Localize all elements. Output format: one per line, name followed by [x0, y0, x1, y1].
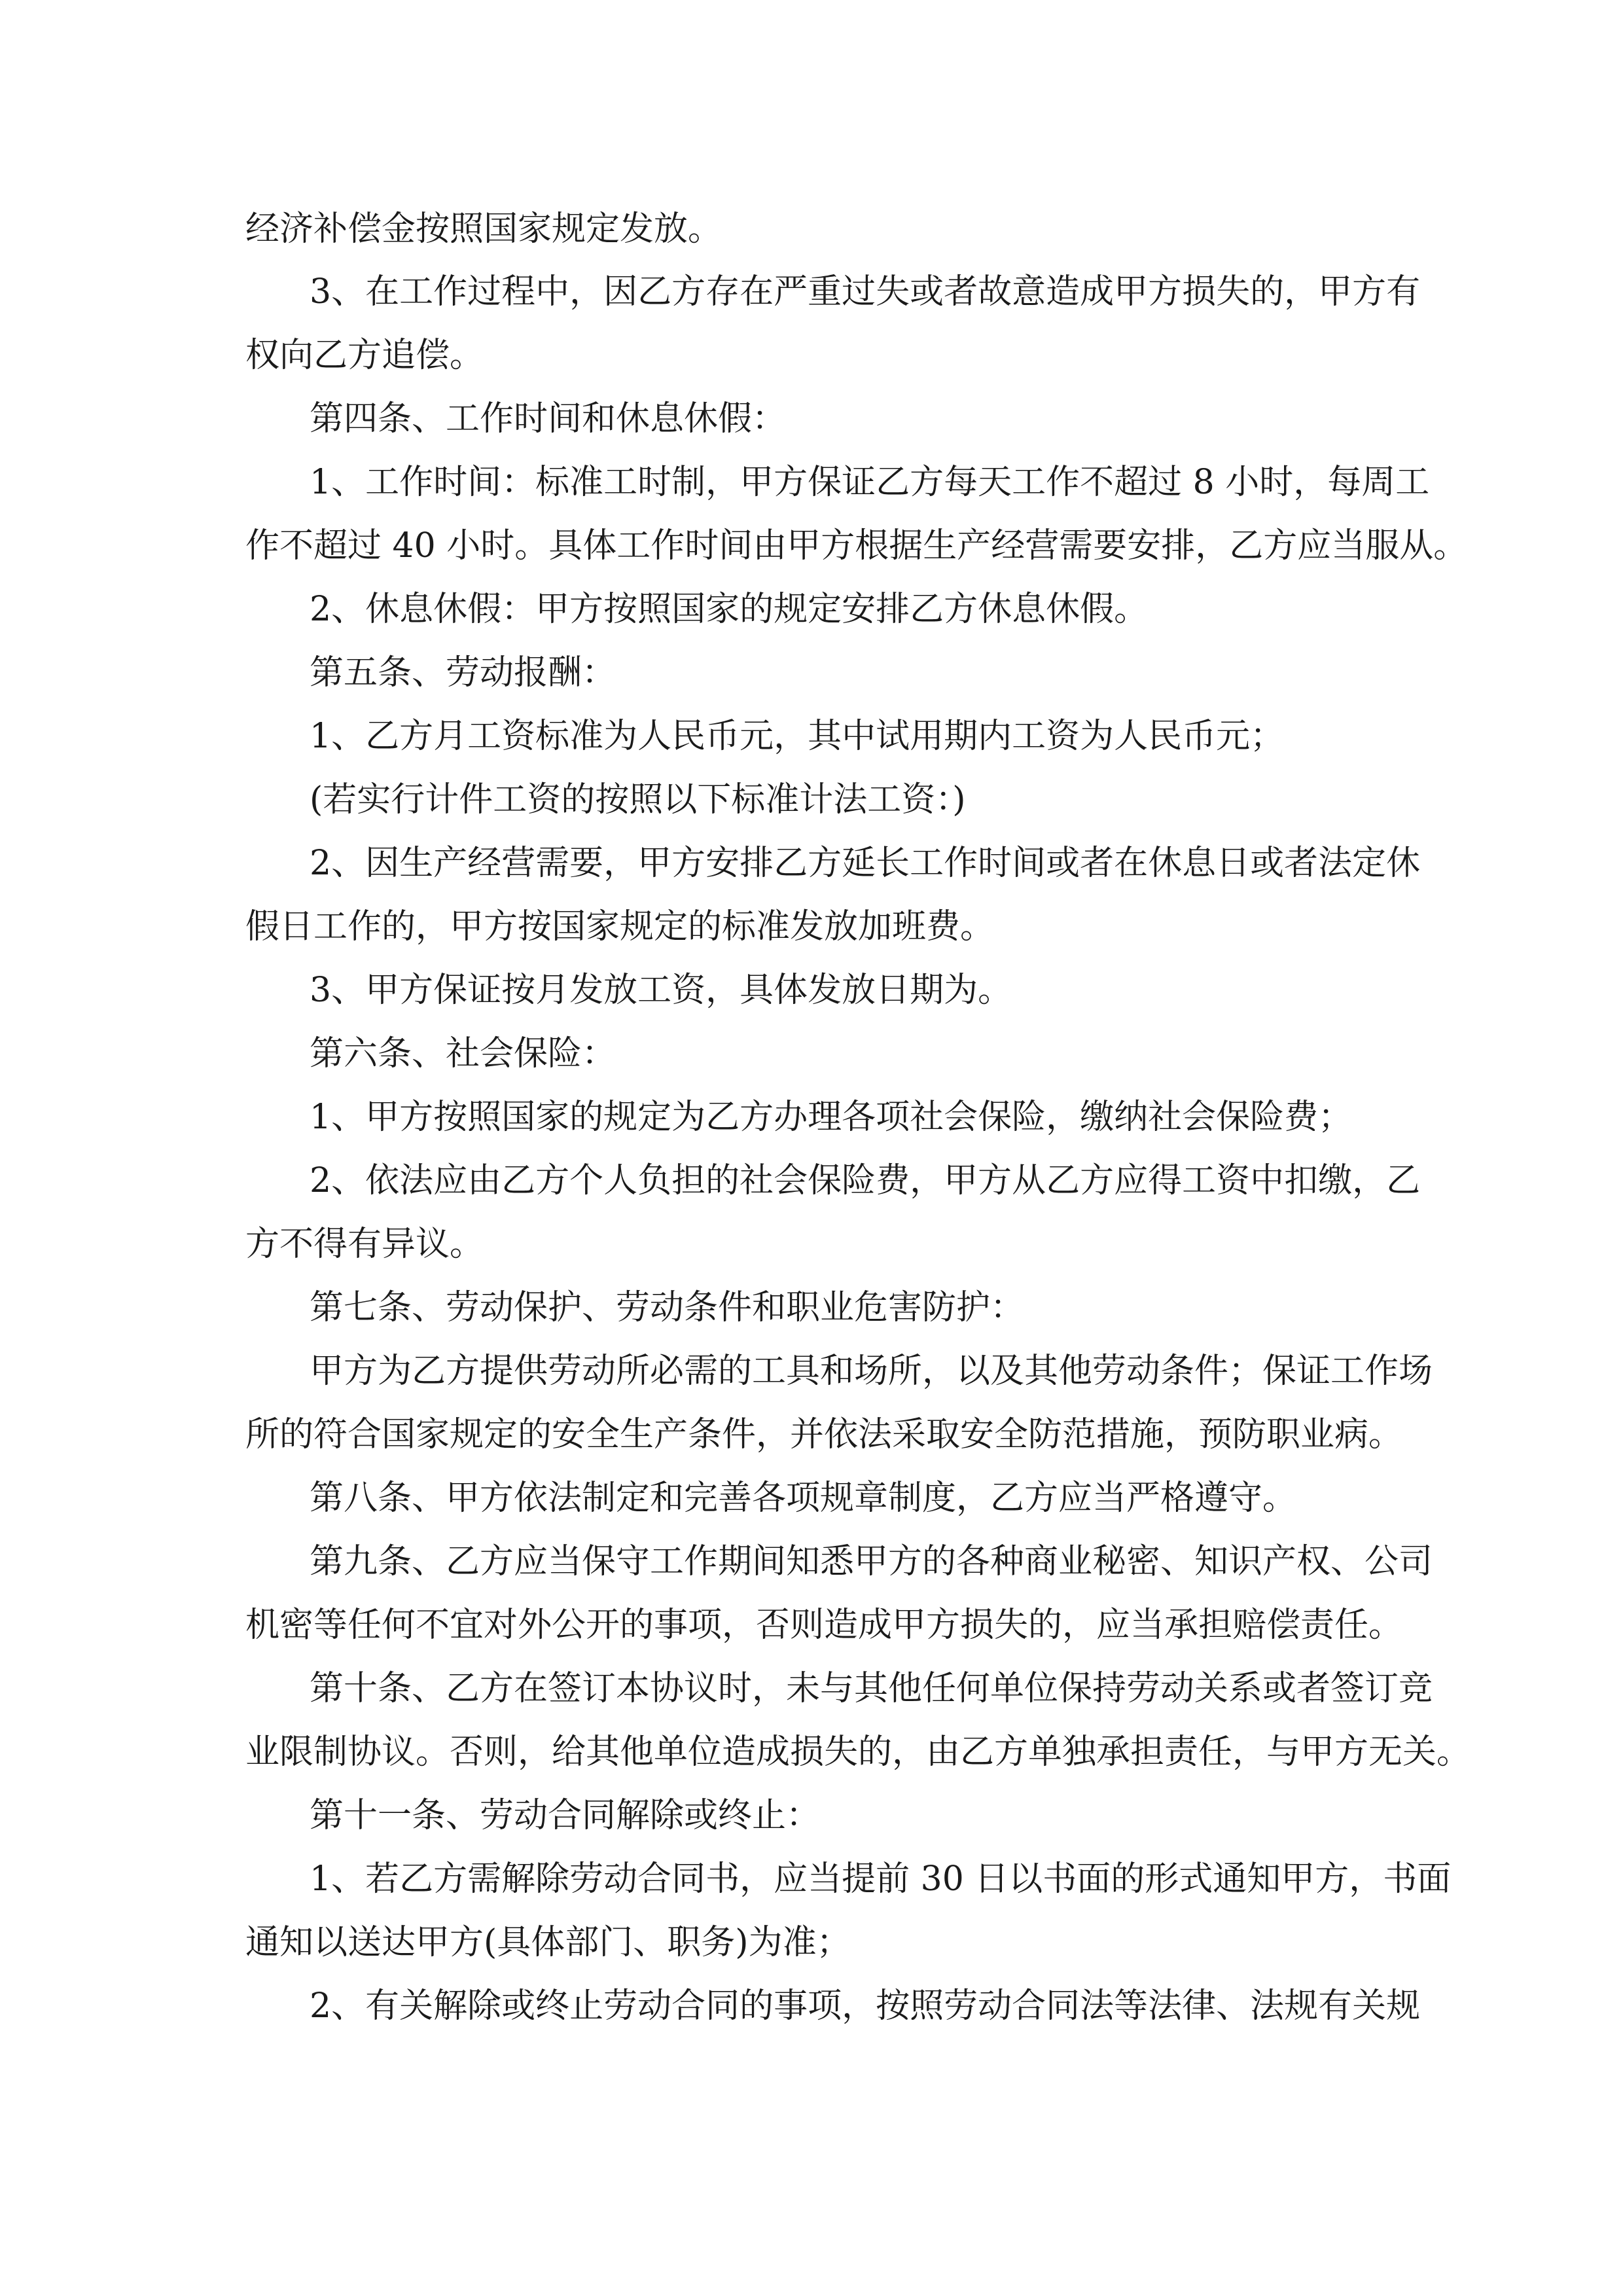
section-heading: 第五条、劳动报酬：: [310, 653, 616, 692]
text-line: 机密等任何不宜对外公开的事项，否则造成甲方损失的，应当承担赔偿责任。: [245, 1605, 1403, 1645]
text-line: 2、依法应由乙方个人负担的社会保险费，甲方从乙方应得工资中扣缴，乙: [310, 1161, 1421, 1200]
text-line: 3、甲方保证按月发放工资，具体发放日期为。: [310, 971, 1012, 1010]
section-heading: 第四条、工作时间和休息休假：: [310, 399, 787, 439]
text-line: 甲方为乙方提供劳动所必需的工具和场所，以及其他劳动条件；保证工作场: [310, 1352, 1433, 1391]
text-line: 所的符合国家规定的安全生产条件，并依法采取安全防范措施，预防职业病。: [245, 1415, 1403, 1454]
text-line: 权向乙方追偿。: [245, 336, 484, 375]
text-line: 1、若乙方需解除劳动合同书，应当提前 30 日以书面的形式通知甲方，书面: [310, 1859, 1452, 1899]
text-line: 1、甲方按照国家的规定为乙方办理各项社会保险，缴纳社会保险费；: [310, 1098, 1353, 1137]
text-line: 假日工作的，甲方按国家规定的标准发放加班费。: [245, 907, 995, 946]
text-line: 3、在工作过程中，因乙方存在严重过失或者故意造成甲方损失的，甲方有: [310, 272, 1421, 312]
text-line: 1、工作时间：标准工时制，甲方保证乙方每天工作不超过 8 小时，每周工: [310, 463, 1430, 502]
text-line: 2、有关解除或终止劳动合同的事项，按照劳动合同法等法律、法规有关规: [310, 1986, 1421, 2026]
text-line: 作不超过 40 小时。具体工作时间由甲方根据生产经营需要安排，乙方应当服从。: [245, 526, 1468, 565]
section-heading: 第十一条、劳动合同解除或终止：: [310, 1796, 821, 1835]
section-heading: 第八条、甲方依法制定和完善各项规章制度，乙方应当严格遵守。: [310, 1479, 1297, 1518]
text-line: 方不得有异议。: [245, 1225, 484, 1264]
text-line: (若实行计件工资的按照以下标准计法工资：): [310, 780, 966, 819]
text-line: 1、乙方月工资标准为人民币元，其中试用期内工资为人民币元；: [310, 717, 1285, 756]
text-line: 2、因生产经营需要，甲方安排乙方延长工作时间或者在休息日或者法定休: [310, 844, 1421, 883]
section-heading: 第六条、社会保险：: [310, 1034, 616, 1073]
text-line: 经济补偿金按照国家规定发放。: [245, 209, 722, 249]
section-heading: 第七条、劳动保护、劳动条件和职业危害防护：: [310, 1288, 1025, 1327]
text-line: 2、休息休假：甲方按照国家的规定安排乙方休息休假。: [310, 590, 1149, 629]
text-line: 通知以送达甲方(具体部门、职务)为准；: [245, 1923, 851, 1962]
text-line: 业限制协议。否则，给其他单位造成损失的，由乙方单独承担责任，与甲方无关。: [245, 1732, 1471, 1772]
section-heading: 第十条、乙方在签订本协议时，未与其他任何单位保持劳动关系或者签订竞: [310, 1669, 1433, 1708]
section-heading: 第九条、乙方应当保守工作期间知悉甲方的各种商业秘密、知识产权、公司: [310, 1542, 1433, 1581]
